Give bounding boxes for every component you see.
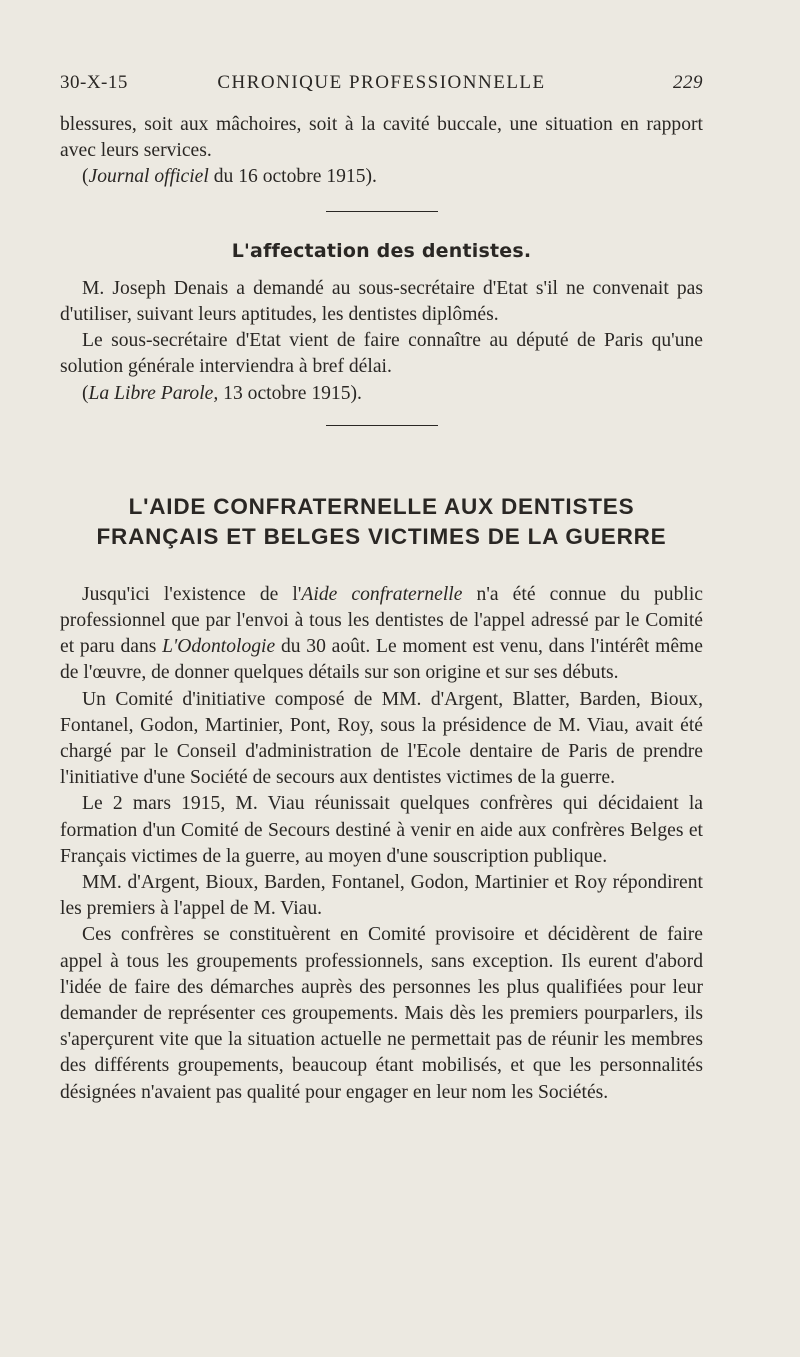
- italic-odontologie: L'Odontologie: [162, 636, 276, 658]
- text-run: Jusqu'ici l'existence de l': [82, 583, 302, 605]
- affectation-paragraph-2: Le sous-secrétaire d'Etat vient de faire connaître au député de Paris qu'une solution générale interviendra à bref délai.: [60, 330, 703, 378]
- citation-journal-officiel: (Journal officiel du 16 octobre 1915).: [82, 166, 377, 188]
- text-run: n'a été connue du public professionnel que par l'envoi à tous les dentistes de l'appel adressé par le Comité et paru dans: [60, 583, 703, 658]
- running-header: [60, 72, 703, 98]
- affectation-paragraph-1: M. Joseph Denais a demandé au sous-secrétaire d'Etat s'il ne convenait pas d'utiliser, suivant leurs aptitudes, les dentistes diplômés.: [60, 277, 703, 326]
- section-heading-affectation: L'affectation des dentistes.: [231, 239, 532, 262]
- article-paragraph-4: MM. d'Argent, Bioux, Barden, Fontanel, Godon, Martinier et Roy répondirent les premiers à l'appel de M. Viau.: [60, 872, 703, 920]
- text-run: du 30 août. Le moment est venu, dans l'intérêt même de l'œuvre, de donner quelques détails sur son origine et sur ses débuts.: [60, 636, 703, 684]
- article-title-line-1: L'AIDE CONFRATERNELLE AUX DENTISTES: [128, 493, 635, 519]
- continuation-paragraph: blessures, soit aux mâchoires, soit à la cavité buccale, une situation en rapport avec leurs services.: [60, 114, 703, 162]
- page-body: [60, 112, 703, 1106]
- article-paragraph-1: [60, 582, 703, 687]
- header-title: CHRONIQUE PROFESSIONNELLE: [217, 72, 546, 93]
- article-paragraph-5: Ces confrères se constituèrent en Comité provisoire et décidèrent de faire appel à tous les groupements professionnels, sans exception. Ils eurent d'abord l'idée de faire des démarches auprès des personnes les plus qualifiées pour leur demander de représenter ces groupements. Mais dès les premiers pourparlers, ils s'aperçurent vite que la situation actuelle ne permettait pas de réunir les membres des différents groupements, beaucoup étant mobilisés, et que les personnalités désignées n'avaient pas qualité pour engager en leur nom les Sociétés.: [60, 924, 703, 1103]
- page-number: 229: [673, 72, 703, 93]
- citation-libre-parole: (La Libre Parole, 13 octobre 1915).: [82, 382, 362, 404]
- article-paragraph-2: Un Comité d'initiative composé de MM. d'Argent, Blatter, Barden, Bioux, Fontanel, Godon, Martinier, Pont, Roy, sous la présidence de M. Viau, avait été chargé par le Conseil d'administration de l'Ecole dentaire de Paris de prendre l'initiative d'une Société de secours aux dentistes victimes de la guerre.: [60, 688, 703, 789]
- article-title-line-2: FRANÇAIS ET BELGES VICTIMES DE LA GUERRE: [96, 523, 667, 549]
- italic-aide-confraternelle: Aide confraternelle: [301, 583, 463, 605]
- header-date: 30-X-15: [60, 72, 128, 93]
- citation-source: Journal officiel: [88, 166, 209, 188]
- article-paragraph-3: Le 2 mars 1915, M. Viau réunissait quelques confrères qui décidaient la formation d'un Comité de Secours destiné à venir en aide aux confrères Belges et Français victimes de la guerre, au moyen d'une souscription publique.: [60, 793, 703, 867]
- citation-source: La Libre Parole,: [88, 382, 219, 404]
- citation-date: du 16 octobre 1915).: [213, 166, 377, 188]
- article-title: [60, 492, 703, 552]
- citation-date: 13 octobre 1915).: [223, 382, 362, 404]
